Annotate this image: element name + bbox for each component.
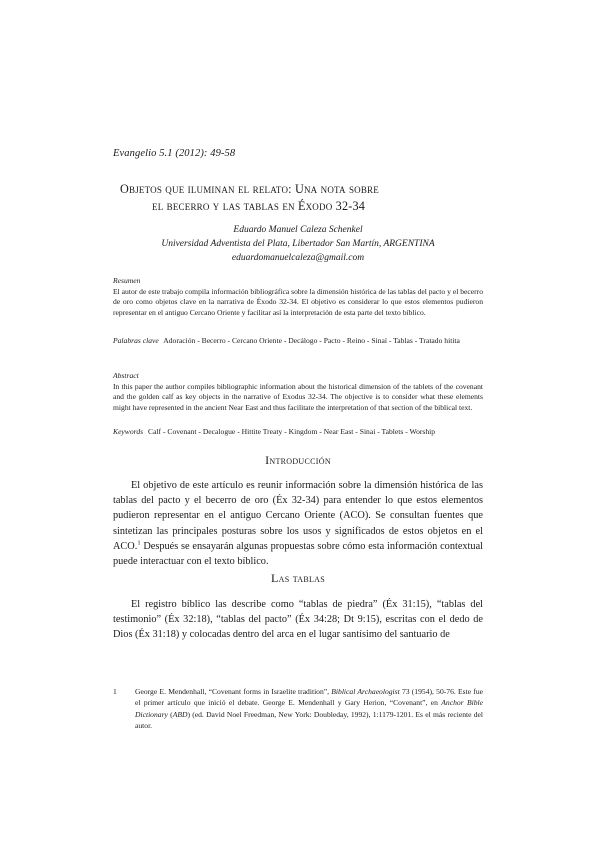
resumen-section <box>113 276 483 318</box>
footnote-number: 1 <box>113 687 117 696</box>
title-line-2: el becerro y las tablas en Éxodo 32-34 <box>152 199 366 213</box>
keywords-label: Keywords <box>113 427 144 436</box>
title-line-1: Objetos que iluminan el relato: Una nota sobre <box>120 182 379 196</box>
keywords-section <box>113 427 483 438</box>
footnote-text-part3: ( <box>167 709 173 719</box>
palabras-clave-section <box>113 336 483 347</box>
resumen-heading: Resumen <box>113 276 141 285</box>
article-title <box>120 181 480 215</box>
intro-text-part1: El objetivo de este artículo es reunir información sobre la dimensión histórica de las tablas del pacto y el becerro de oro (Éx 32-34) para entender lo que estos elementos pudieron representar en el antiguo Cercano Oriente (ACO). Se consultan fuentes que sintetizan las principales posturas sobre los usos y significados de estos objetos en el ACO. <box>113 480 483 552</box>
author-affiliation: Universidad Adventista del Plata, Libertador San Martín, ARGENTINA <box>161 239 435 249</box>
footnote-text-part4: ) (ed. David Noel Freedman, New York: Doubleday, 1992), 1:1179-1201. Es el más reciente del autor. <box>135 709 483 731</box>
tablas-paragraph: El registro bíblico las describe como “tablas de piedra” (Éx 31:15), “tablas del testimonio” (Éx 32:18), “tablas del pacto” (Éx 34:28; Dt 9:15), escritas con el dedo de Dios (Éx 31:18) y colocadas dentro del arca en el lugar santísimo del santuario de <box>113 599 483 641</box>
palabras-clave-text: Adoración - Becerro - Cercano Oriente - Decálogo - Pacto - Reino - Sinaí - Tablas - Tratado hitita <box>163 336 460 345</box>
footnote-journal: Biblical Archaeologist <box>331 687 400 696</box>
abstract-text: In this paper the author compiles bibliographic information about the historical dimension of the tablets of the covenant and the golden calf as key objects in the narrative of Exodus 32-34. The objective is to consider what these elements might have represented in the ancient Near East and thus facilitate the interpretation of that section of the biblical text. <box>113 381 483 412</box>
footnote-text-part1: George E. Mendenhall, “Covenant forms in Israelite tradition”, <box>135 687 332 696</box>
palabras-clave-label: Palabras clave <box>113 336 159 345</box>
author-email: eduardomanuelcaleza@gmail.com <box>231 253 365 263</box>
intro-paragraph <box>113 478 483 569</box>
footnote-text-part2: 73 (1954), 50-76. Este fue el primer artículo que inició el debate. George E. Mendenhall y Gary Herion, “Covenant”, en <box>135 687 483 708</box>
author-name: Eduardo Manuel Caleza Schenkel <box>233 225 363 235</box>
abstract-heading: Abstract <box>113 371 139 380</box>
footnote-abbr: ABD <box>172 709 188 719</box>
intro-text-part2: Después se ensayarán algunas propuestas sobre cómo esta información contextual puede interactuar con el texto bíblico. <box>113 540 483 568</box>
keywords-text: Calf - Covenant - Decalogue - Hittite Treaty - Kingdom - Near East - Sinai - Tablets - Worship <box>148 427 436 436</box>
footnote-reference[interactable]: 1 <box>137 539 141 547</box>
abstract-section <box>113 371 483 413</box>
footnote-dictionary: Anchor Bible Dictionary <box>135 698 483 719</box>
footnote-1 <box>113 686 483 732</box>
resumen-text: El autor de este trabajo compila información bibliográfica sobre la dimensión histórica de las tablas del pacto y el becerro de oro como objetos clave en la narrativa de Éxodo 32-34. El objetivo es considerar lo que estos elementos pudieron representar en el antiguo Cercano Oriente y facilitar así la interpretación de esta parte del texto bíblico. <box>113 286 483 317</box>
section-heading-las-tablas: Las tablas <box>270 571 326 585</box>
journal-citation: Evangelio 5.1 (2012): 49-58 <box>113 148 236 159</box>
author-block <box>113 223 483 265</box>
footnote-text <box>135 686 483 732</box>
section-heading-introduccion: Introducción <box>265 453 331 467</box>
